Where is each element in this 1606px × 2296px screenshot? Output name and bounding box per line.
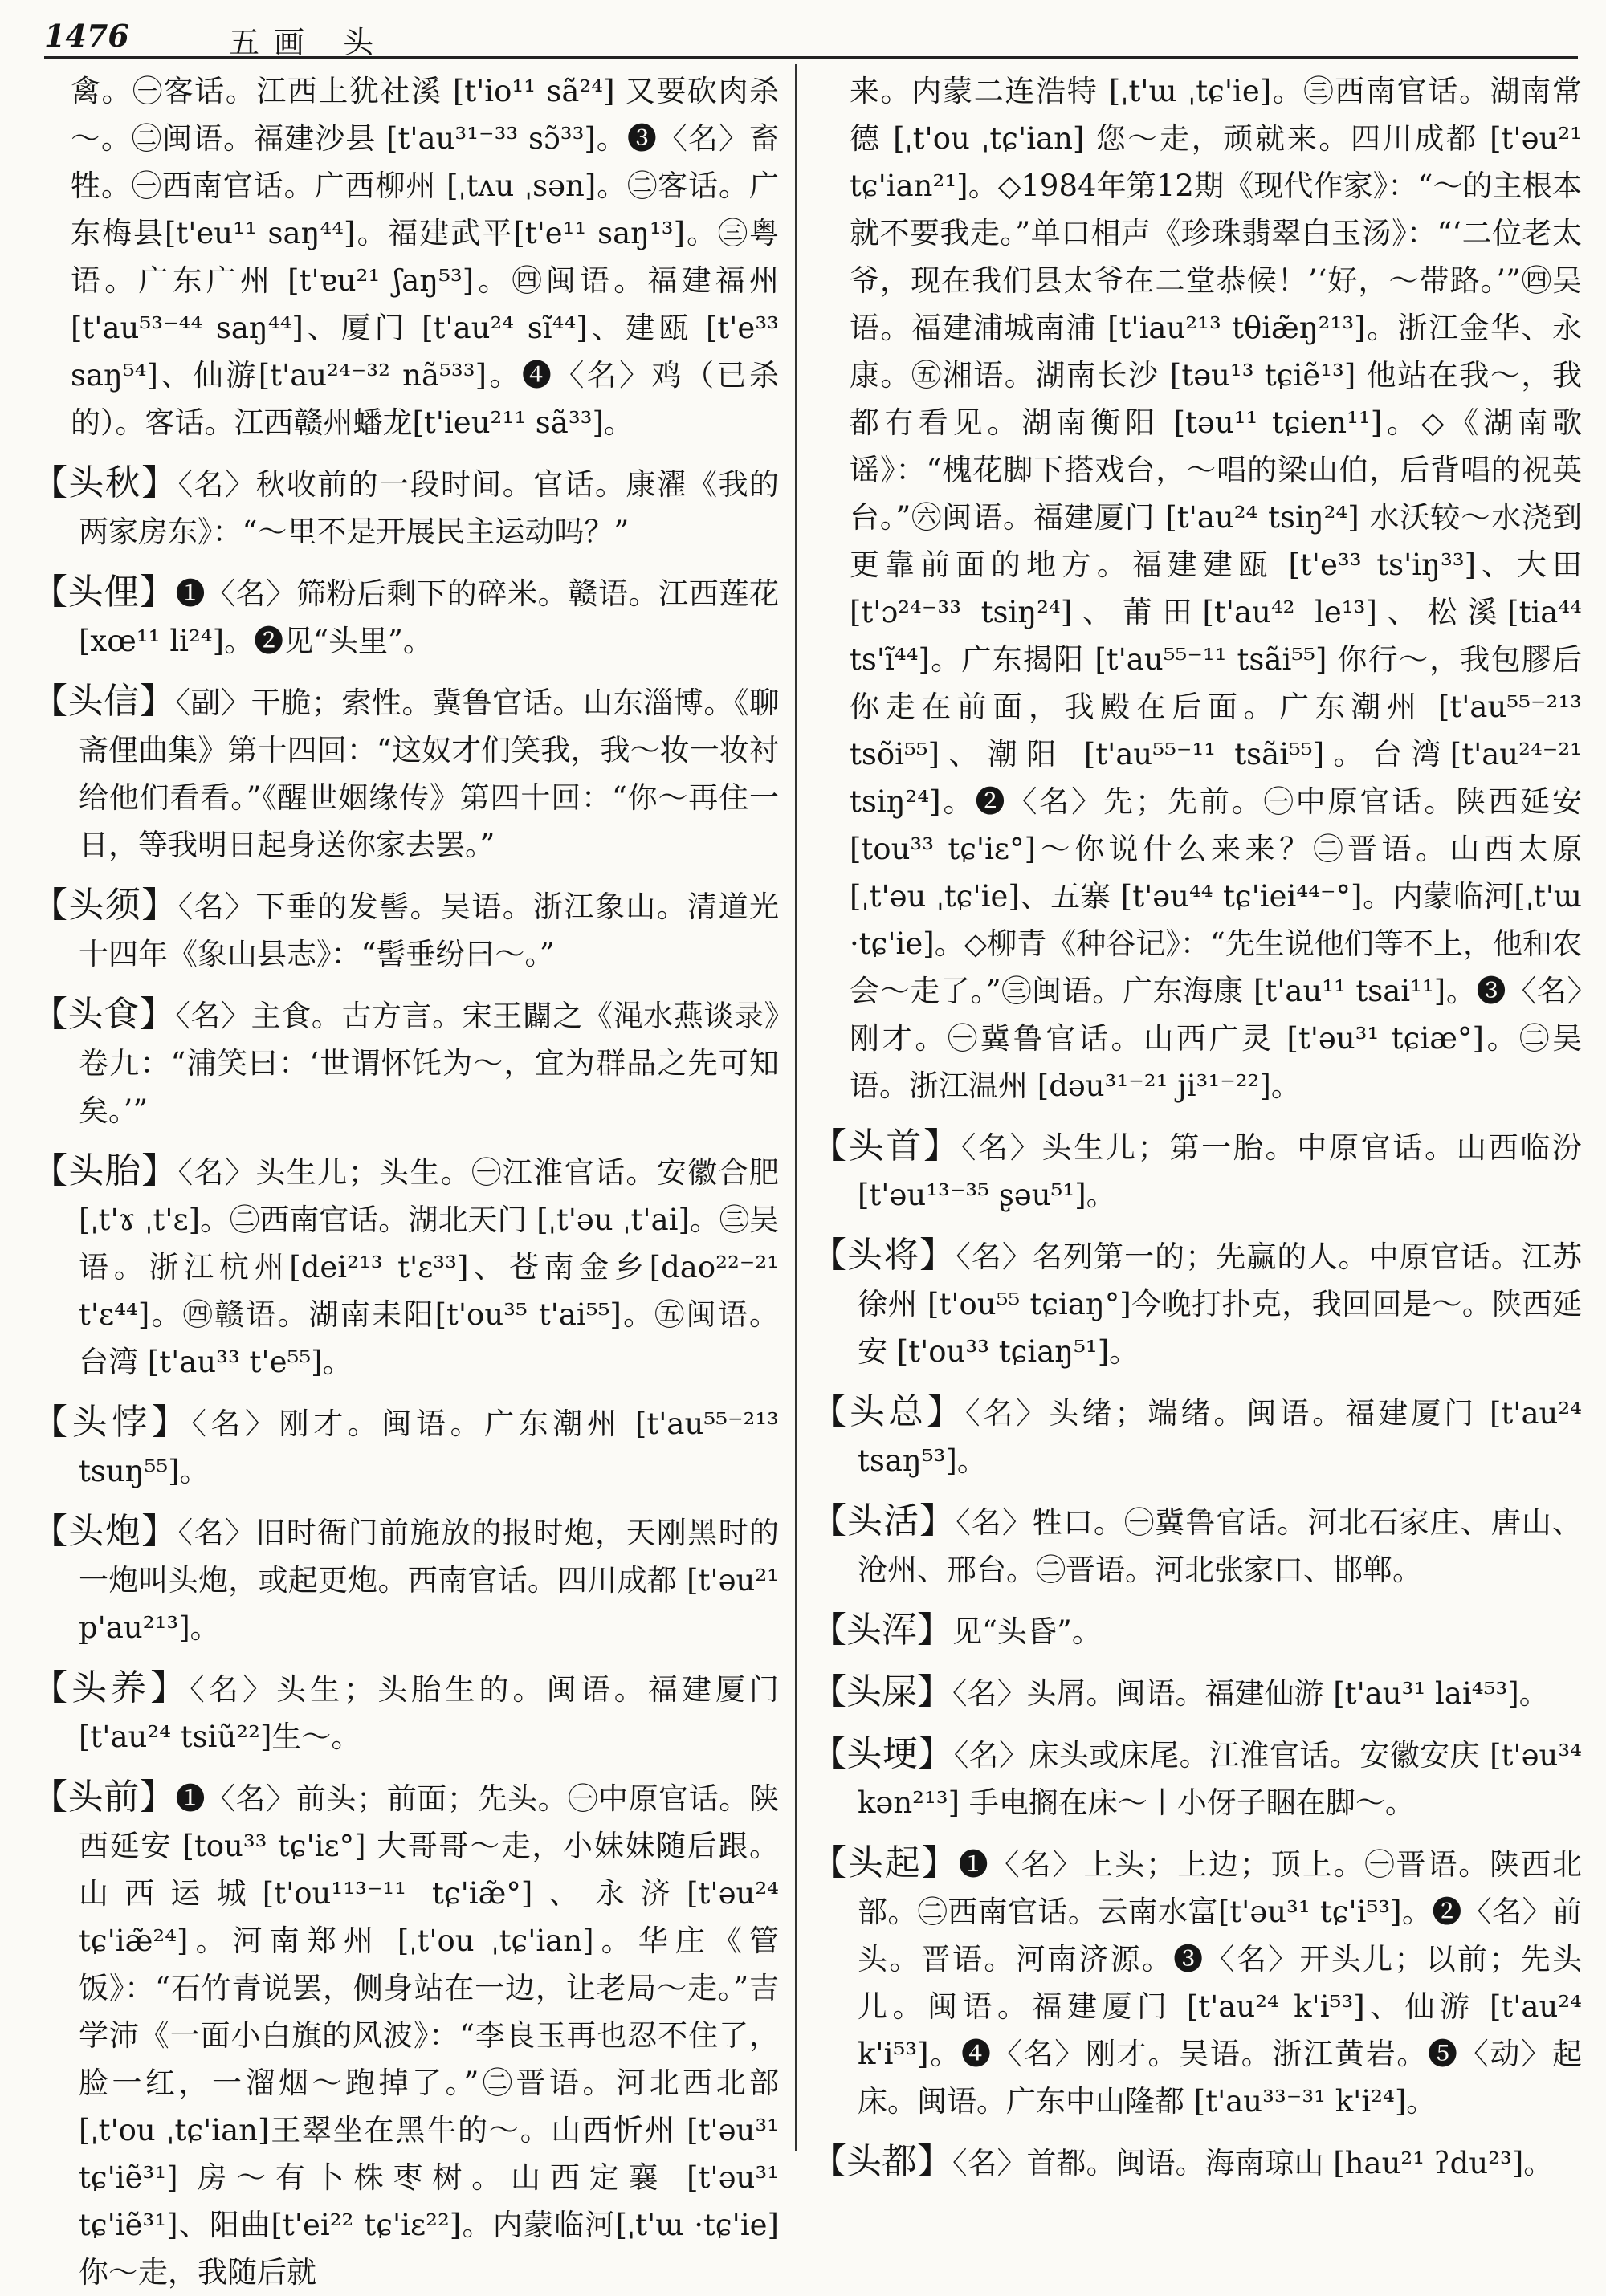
continuation-text: 禽。㊀客话。江西上犹社溪 [t'io¹¹ sã²⁴] 又要砍肉杀～。㊁闽语。福建沙县 [t'au³¹⁻³³ sɔ̃³³]。❸〈名〉畜牲。㊀西南官话。广西柳州 [ˌtʌu ˌsən]。㊁客话。广东梅县[t'eu¹¹ saŋ⁴⁴]。福建武平[t'e¹¹ saŋ¹³]。㊂粤语。广东广州 [t'ɐu²¹ ʃaŋ⁵³]。㊃闽语。福建福州 [t'au⁵³⁻⁴⁴ saŋ⁴⁴]、厦门 [t'au²⁴ sĩ⁴⁴]、建瓯 [t'e³³ saŋ⁵⁴]、仙游[t'au²⁴⁻³² nã⁵³³]。❹〈名〉鸡（已杀的）。客话。江西赣州蟠龙[t'ieu²¹¹ sã³³]。 — [71, 74, 779, 440]
page-number: 1476 — [44, 18, 129, 54]
entry-definition: 〈名〉头生儿；第一胎。中原官话。山西临汾 [t'əu¹³⁻³⁵ ʂəu⁵¹]。 — [858, 1130, 1583, 1212]
entry-headword: 【头屎】 — [811, 1671, 952, 1712]
dictionary-entry — [811, 1730, 1582, 1826]
entry-headword: 【头都】 — [811, 2141, 952, 2182]
dictionary-entry — [32, 459, 779, 556]
entry-definition: 〈名〉头屑。闽语。福建仙游 [t'au³¹ lai⁴⁵³]。 — [952, 1676, 1549, 1711]
entry-headword: 【头养】 — [32, 1667, 190, 1708]
entry-headword: 【头秋】 — [32, 462, 178, 503]
entry-definition: 〈名〉头生；头胎生的。闽语。福建厦门 [t'au²⁴ tsiũ²²]生～。 — [79, 1672, 780, 1754]
entry-definition: 〈名〉下垂的发髻。吴语。浙江象山。清道光十四年《象山县志》：“髻垂纷曰～。” — [79, 889, 780, 971]
entry-list — [32, 459, 779, 2296]
entry-headword: 【头首】 — [811, 1126, 961, 1166]
dictionary-entry — [32, 1773, 779, 2296]
dictionary-entry — [811, 1606, 1582, 1655]
entry-headword: 【头俚】 — [32, 572, 176, 613]
dictionary-entry — [811, 1668, 1582, 1717]
entry-headword: 【头埂】 — [811, 1733, 954, 1774]
entry-headword: 【头悖】 — [32, 1402, 192, 1443]
entry-headword: 【头将】 — [811, 1235, 956, 1276]
entry-definition: 〈名〉头绪；端绪。闽语。福建厦门 [t'au²⁴ tsaŋ⁵³]。 — [858, 1396, 1583, 1478]
entry-definition: 〈副〉干脆；索性。冀鲁官话。山东淄博。《聊斋俚曲集》第十四回：“这奴才们笑我，我～妆一妆衬给他们看看。”《醒世姻缘传》第四十回：“你～再住一日，等我明日起身送你家去罢。” — [79, 686, 780, 862]
entry-headword: 【头食】 — [32, 994, 176, 1035]
dictionary-entry — [811, 1497, 1582, 1594]
entry-definition: 〈名〉床头或床尾。江淮官话。安徽安庆 [t'əu³⁴ kən²¹³] 手电搁在床～丨小伢子睏在脚～。 — [858, 1738, 1582, 1820]
dictionary-entry — [32, 568, 779, 665]
dictionary-entry — [32, 991, 779, 1134]
entry-definition: ❶〈名〉前头；前面；先头。㊀中原官话。陕西延安 [tou³³ tɕ'iɛ°] 大哥哥～走，小妹妹随后跟。山西运城[t'ou¹¹³⁻¹¹ tɕ'iæ̃°]、永济[t'əu²⁴ tɕ'iæ̃²⁴]。河南郑州 [ˌt'ou ˌtɕ'ian]。华庄《管饭》：“石竹青说罢，侧身站在一边，让老局～走。”吉学沛《一面小白旗的风波》：“李良玉再也忍不住了，脸一红，一溜烟～跑掉了。”㊁晋语。河北西北部[ˌt'ou ˌtɕ'ian]王翠坐在黑牛的～。山西忻州 [t'əu³¹ tɕ'iẽ³¹] 房～有卜株枣树。山西定襄 [t'əu³¹ tɕ'iẽ³¹]、阳曲[t'ei²² tɕ'iɛ²²]。内蒙临河[ˌt'ɯ ·tɕ'ie] 你～走，我随后就 — [79, 1781, 780, 2290]
dictionary-entry — [811, 1122, 1582, 1219]
dictionary-entry — [32, 1664, 779, 1761]
dictionary-entry — [32, 1508, 779, 1651]
entry-definition: 〈名〉首都。闽语。海南琼山 [hau²¹ ʔdu²³]。 — [952, 2146, 1554, 2180]
left-column — [32, 67, 780, 2290]
dictionary-entry — [811, 1231, 1582, 1375]
entry-definition: 〈名〉名列第一的；先赢的人。中原官话。江苏徐州 [t'ou⁵⁵ tɕiaŋ°]今晚打扑克，我回回是～。陕西延安 [t'ou³³ tɕiaŋ⁵¹]。 — [858, 1240, 1582, 1369]
dictionary-entry — [32, 678, 779, 869]
section-title: 五画 头 — [229, 25, 389, 60]
entry-headword: 【头活】 — [811, 1500, 956, 1541]
dictionary-entry — [811, 2138, 1582, 2187]
entry-definition: ❶〈名〉筛粉后剩下的碎米。赣语。江西莲花[xœ¹¹ li²⁴]。❷见“头里”。 — [79, 576, 780, 658]
entry-headword: 【头炮】 — [32, 1511, 178, 1552]
entry-definition: ❶〈名〉上头；上边；顶上。㊀晋语。陕西北部。㊁西南官话。云南水富[t'əu³¹ tɕ'i⁵³]。❷〈名〉前头。晋语。河南济源。❸〈名〉开头儿；以前；先头儿。闽语。福建厦门 [t'au²⁴ k'i⁵³]、仙游 [t'au²⁴ k'i⁵³]。❹〈名〉刚才。吴语。浙江黄岩。❺〈动〉起床。闽语。广东中山隆都 [t'au³³⁻³¹ k'i²⁴]。 — [858, 1847, 1583, 2119]
entry-headword: 【头须】 — [32, 885, 178, 926]
dictionary-entry — [32, 1147, 779, 1386]
entry-headword: 【头浑】 — [811, 1610, 952, 1651]
dictionary-entry — [32, 1398, 779, 1495]
entry-definition: 〈名〉秋收前的一段时间。官话。康濯《我的两家房东》：“～里不是开展民主运动吗？” — [79, 467, 780, 549]
column-divider — [795, 64, 797, 2151]
entry-definition: 〈名〉牲口。㊀冀鲁官话。河北石家庄、唐山、沧州、邢台。㊁晋语。河北张家口、邯郸。 — [858, 1505, 1582, 1587]
entry-headword: 【头前】 — [32, 1777, 176, 1818]
page-header — [44, 14, 1578, 59]
entry-definition: 见“头昏”。 — [952, 1614, 1102, 1649]
entry-headword: 【头胎】 — [32, 1150, 178, 1191]
dictionary-entry — [811, 1839, 1582, 2125]
entry-headword: 【头信】 — [32, 681, 176, 722]
entry-definition: 〈名〉头生儿；头生。㊀江淮官话。安徽合肥[ˌt'ɤ ˌt'ɛ]。㊁西南官话。湖北天门 [ˌt'əu ˌt'ai]。㊂吴语。浙江杭州[dei²¹³ t'ɛ³³]、苍南金乡[dao²²⁻²¹ t'ɛ⁴⁴]。㊃赣语。湖南耒阳[t'ou³⁵ t'ai⁵⁵]。㊄闽语。台湾 [t'au³³ t'e⁵⁵]。 — [79, 1155, 780, 1379]
continuation-text: 来。内蒙二连浩特 [ˌt'ɯ ˌtɕ'ie]。㊂西南官话。湖南常德 [ˌt'ou ˌtɕ'ian] 您～走，顽就来。四川成都 [t'əu²¹ tɕ'ian²¹]。◇1984年第12期《现代作家》：“～的主根本就不要我走。”单口相声《珍珠翡翠白玉汤》：“‘二位老太爷，现在我们县太爷在二堂恭候！’‘好，～带路。’”㊃吴语。福建浦城南浦 [t'iau²¹³ tθiæ̃ŋ²¹³]。浙江金华、永康。㊄湘语。湖南长沙 [təu¹³ tɕiẽ¹³] 他站在我～，我都冇看见。湖南衡阳 [təu¹¹ tɕien¹¹]。◇《湖南歌谣》：“槐花脚下搭戏台，～唱的梁山伯，后背唱的祝英台。”㊅闽语。福建厦门 [t'au²⁴ tsiŋ²⁴] 水沃较～水浇到更靠前面的地方。福建建瓯 [t'e³³ ts'iŋ³³]、大田 [t'ɔ²⁴⁻³³ tsiŋ²⁴]、莆田[t'au⁴² le¹³]、松溪[tia⁴⁴ ts'ĩ⁴⁴]。广东揭阳 [t'au⁵⁵⁻¹¹ tsãi⁵⁵] 你行～，我包膠后你走在前面，我殿在后面。广东潮州 [t'au⁵⁵⁻²¹³ tsõi⁵⁵]、潮阳 [t'au⁵⁵⁻¹¹ tsãi⁵⁵]。台湾[t'au²⁴⁻²¹ tsiŋ²⁴]。❷〈名〉先；先前。㊀中原官话。陕西延安 [tou³³ tɕ'iɛ°]～你说什么来来？㊁晋语。山西太原 [ˌt'əu ˌtɕ'ie]、五寨 [t'əu⁴⁴ tɕ'iei⁴⁴⁻°]。内蒙临河[ˌt'ɯ ·tɕ'ie]。◇柳青《种谷记》：“先生说他们等不上，他和农会～走了。”㊂闽语。广东海康 [t'au¹¹ tsai¹¹]。❸〈名〉刚才。㊀冀鲁官话。山西广灵 [t'əu³¹ tɕiæ°]。㊁吴语。浙江温州 [dəu³¹⁻²¹ ji³¹⁻²²]。 — [850, 74, 1582, 1103]
entry-headword: 【头总】 — [811, 1391, 965, 1432]
entry-definition: 〈名〉旧时衙门前施放的报时炮，天刚黑时的一炮叫头炮，或起更炮。西南官话。四川成都 [t'əu²¹ p'au²¹³]。 — [79, 1516, 780, 1645]
entry-definition: 〈名〉刚才。闽语。广东潮州 [t'au⁵⁵⁻²¹³ tsuŋ⁵⁵]。 — [79, 1407, 779, 1488]
right-column — [811, 67, 1583, 2182]
entry-definition: 〈名〉主食。古方言。宋王闢之《渑水燕谈录》卷九：“浦笑曰：‘世谓怀饦为～，宜为群品之先可知矣。’” — [79, 999, 780, 1128]
entry-headword: 【头起】 — [811, 1842, 959, 1883]
dictionary-entry — [811, 1388, 1582, 1484]
dictionary-entry — [32, 881, 779, 978]
entry-list — [811, 1122, 1582, 2187]
